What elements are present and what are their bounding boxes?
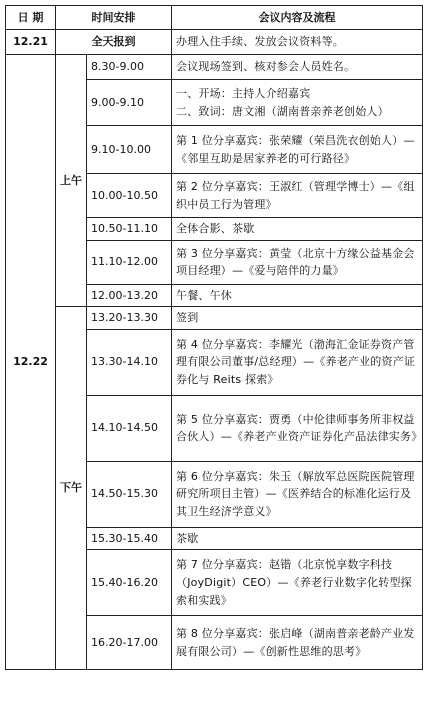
session-label-afternoon: 下午 bbox=[56, 307, 87, 670]
agenda-line: 会议现场签到、核对参会人员姓名。 bbox=[176, 60, 356, 74]
agenda-line: 第 5 位分享嘉宾：贾勇（中伦律师事务所非权益合伙人）—《养老产业资产证券化产品法律实务》 bbox=[176, 412, 423, 444]
time-slot: 16.20-17.00 bbox=[87, 616, 172, 670]
agenda-line: 第 3 位分享嘉宾：黄莹（北京十方缘公益基金会项目经理）—《爱与陪伴的力量》 bbox=[176, 246, 415, 278]
agenda-line: 第 4 位分享嘉宾：李耀光（渤海汇金证券资产管理有限公司董事/总经理）—《养老产业的资产证券化与 Reits 探索》 bbox=[176, 337, 416, 387]
day2-morning-row bbox=[6, 55, 423, 80]
agenda-item bbox=[172, 284, 423, 307]
time-slot: 9.00-9.10 bbox=[87, 80, 172, 126]
header-content: 会议内容及流程 bbox=[172, 6, 423, 30]
agenda-line: 二、致词：唐文湘（湖南普亲养老创始人） bbox=[176, 104, 389, 118]
header-row bbox=[6, 6, 423, 30]
agenda-line: 第 8 位分享嘉宾：张启峰（湖南普亲老龄产业发展有限公司）—《创新性思维的思考》 bbox=[176, 627, 415, 658]
time-slot: 14.50-15.30 bbox=[87, 461, 172, 527]
time-slot: 13.30-14.10 bbox=[87, 329, 172, 395]
day1-time: 全天报到 bbox=[56, 30, 172, 55]
time-slot: 9.10-10.00 bbox=[87, 126, 172, 174]
schedule-table bbox=[5, 5, 423, 670]
agenda-item bbox=[172, 126, 423, 174]
day2-date: 12.22 bbox=[6, 55, 56, 670]
day2-afternoon-row bbox=[6, 307, 423, 330]
agenda-item bbox=[172, 550, 423, 616]
agenda-line: 午餐、午休 bbox=[176, 288, 232, 302]
time-slot: 11.10-12.00 bbox=[87, 240, 172, 284]
time-slot: 12.00-13.20 bbox=[87, 284, 172, 307]
header-time: 时间安排 bbox=[56, 6, 172, 30]
agenda-line: 茶歇 bbox=[176, 531, 199, 545]
day1-row bbox=[6, 30, 423, 55]
time-slot: 15.40-16.20 bbox=[87, 550, 172, 616]
time-slot: 8.30-9.00 bbox=[87, 55, 172, 80]
agenda-item bbox=[172, 329, 423, 395]
agenda-item bbox=[172, 80, 423, 126]
session-label-morning: 上午 bbox=[56, 55, 87, 307]
agenda-line: 全体合影、茶歇 bbox=[176, 222, 255, 235]
day1-date: 12.21 bbox=[6, 30, 56, 55]
time-slot: 15.30-15.40 bbox=[87, 527, 172, 550]
agenda-item bbox=[172, 55, 423, 80]
agenda-line: 第 6 位分享嘉宾：朱玉（解放军总医院医院管理研究所项目主管）—《医养结合的标准化运行及其卫生经济学意义》 bbox=[176, 469, 415, 519]
agenda-item bbox=[172, 395, 423, 461]
agenda-item bbox=[172, 527, 423, 550]
agenda-line: 一、开场：主持人介绍嘉宾 bbox=[176, 86, 311, 100]
agenda-line: 第 7 位分享嘉宾：赵锴（北京悦享数字科技（JoyDigit）CEO）—《养老行业数字化转型探索和实践》 bbox=[176, 558, 412, 607]
header-date: 日 期 bbox=[6, 6, 56, 30]
time-slot: 13.20-13.30 bbox=[87, 307, 172, 330]
time-slot: 10.50-11.10 bbox=[87, 218, 172, 241]
agenda-item bbox=[172, 616, 423, 670]
agenda-item bbox=[172, 218, 423, 241]
time-slot: 10.00-10.50 bbox=[87, 174, 172, 218]
agenda-item bbox=[172, 307, 423, 330]
agenda-line: 签到 bbox=[176, 311, 199, 325]
day1-content: 办理入住手续、发放会议资料等。 bbox=[172, 30, 423, 55]
agenda-line: 第 1 位分享嘉宾：张荣耀（荣昌洗衣创始人）—《邻里互助是居家养老的可行路径》 bbox=[176, 133, 415, 165]
agenda-item bbox=[172, 240, 423, 284]
time-slot: 14.10-14.50 bbox=[87, 395, 172, 461]
agenda-item bbox=[172, 174, 423, 218]
agenda-line: 第 2 位分享嘉宾：王淑红（管理学博士）—《组织中员工行为管理》 bbox=[176, 179, 415, 211]
agenda-item bbox=[172, 461, 423, 527]
